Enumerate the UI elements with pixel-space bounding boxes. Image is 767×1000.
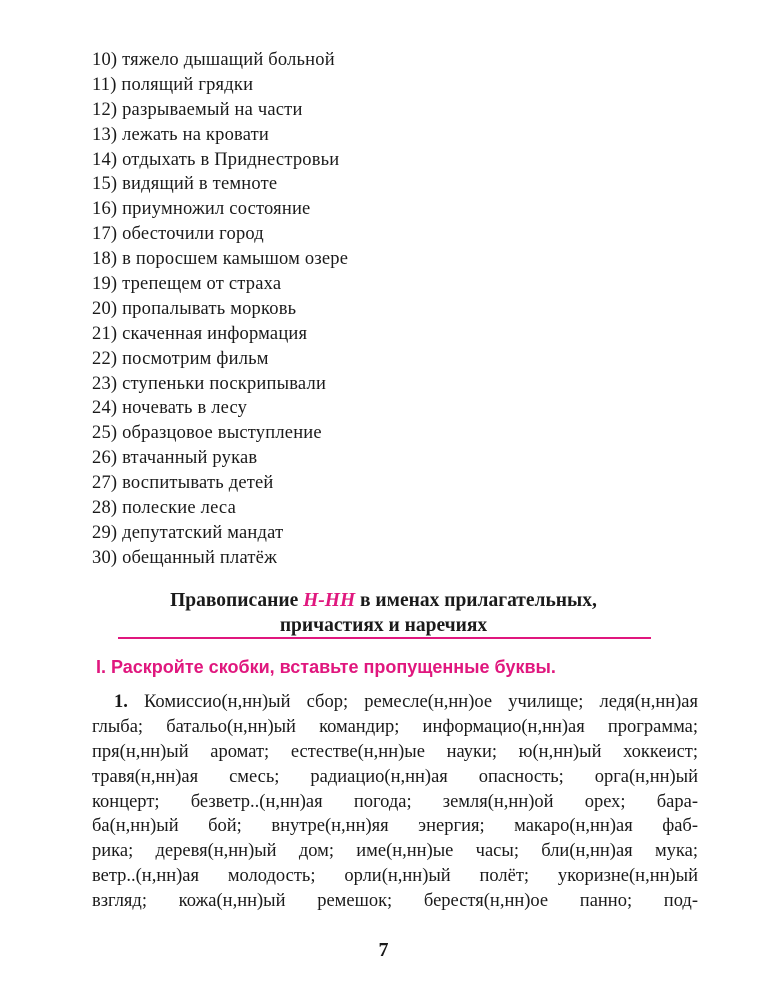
page-number: 7 <box>378 939 389 961</box>
task-title: I. Раскройте скобки, вставьте пропущенные буквы. <box>96 657 556 677</box>
list-item: 15) видящий в темноте <box>92 174 278 195</box>
list-item: 29) депутатский мандат <box>92 522 284 543</box>
list-item: 13) лежать на кровати <box>92 124 270 145</box>
heading-accent: Н-НН <box>303 590 356 611</box>
exercise-line: ба(н,нн)ый бой; внутре(н,нн)яя энергия; макаро(н,нн)ая фаб- <box>92 816 698 837</box>
exercise-first-line-text: Комиссио(н,нн)ый сбор; ремесле(н,нн)ое училище; ледя(н,нн)ая <box>127 692 698 712</box>
list-item: 17) обесточили город <box>92 224 264 245</box>
exercise-line: травя(н,нн)ая смесь; радиацио(н,нн)ая опасность; орга(н,нн)ый <box>92 766 698 787</box>
section-heading-line-1 <box>0 588 767 613</box>
exercise-line: глыба; батальо(н,нн)ый командир; информацио(н,нн)ая программа; <box>92 716 698 737</box>
section-heading <box>0 588 767 638</box>
list-item: 14) отдыхать в Приднестровьи <box>92 149 340 170</box>
list-item: 16) приумножил состояние <box>92 199 311 220</box>
list-item: 11) полящий грядки <box>92 74 254 95</box>
list-item: 24) ночевать в лесу <box>92 398 248 419</box>
list-item: 12) разрываемый на части <box>92 99 303 120</box>
list-item: 26) втачанный рукав <box>92 448 258 469</box>
list-item: 19) трепещем от страха <box>92 274 282 295</box>
heading-suffix: в именах прилагательных, <box>355 590 597 611</box>
heading-underline <box>118 637 651 639</box>
exercise-number: 1. <box>114 692 128 712</box>
exercise-line: пря(н,нн)ый аромат; естестве(н,нн)ые науки; ю(н,нн)ый хоккеист; <box>92 741 698 762</box>
list-item: 28) полеские леса <box>92 498 236 519</box>
section-heading-line-2: причастиях и наречиях <box>279 615 488 636</box>
exercise-line: ветр..(н,нн)ая молодость; орли(н,нн)ый полёт; укоризне(н,нн)ый <box>92 866 698 887</box>
list-item: 25) образцовое выступление <box>92 423 322 444</box>
list-item: 23) ступеньки поскрипывали <box>92 373 327 394</box>
list-item: 30) обещанный платёж <box>92 547 278 568</box>
list-item: 22) посмотрим фильм <box>92 348 269 369</box>
list-item: 27) воспитывать детей <box>92 473 274 494</box>
exercise-line: рика; деревя(н,нн)ый дом; име(н,нн)ые часы; бли(н,нн)ая мука; <box>92 841 698 862</box>
list-item: 10) тяжело дышащий больной <box>92 50 335 70</box>
list-item: 18) в поросшем камышом озере <box>92 249 349 270</box>
list-item: 20) пропалывать морковь <box>92 298 297 319</box>
exercise-paragraph <box>92 690 698 914</box>
numbered-word-list <box>92 48 348 571</box>
list-item: 21) скаченная информация <box>92 323 308 344</box>
exercise-line <box>92 690 698 715</box>
exercise-line: взгляд; кожа(н,нн)ый ремешок; берестя(н,нн)ое панно; под- <box>92 891 698 912</box>
heading-prefix: Правописание <box>170 590 304 611</box>
exercise-line: концерт; безветр..(н,нн)ая погода; земля(н,нн)ой орех; бара- <box>92 791 698 812</box>
